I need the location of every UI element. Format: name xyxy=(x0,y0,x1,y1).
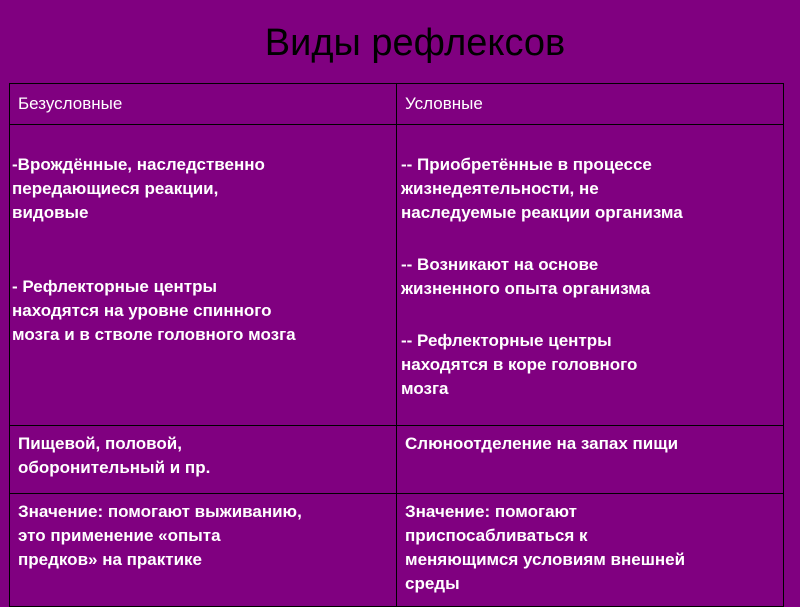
description-cell-conditioned xyxy=(397,125,784,426)
header-conditioned-label: Условные xyxy=(405,94,483,113)
reflex-comparison-table xyxy=(9,83,784,607)
table-header-row xyxy=(10,84,784,125)
table-row-description xyxy=(10,125,784,426)
slide-title: Виды рефлексов xyxy=(264,22,566,64)
significance-cell-unconditioned xyxy=(10,494,397,607)
examples-unconditioned-text: Пищевой, половой, оборонительный и пр. xyxy=(18,434,211,477)
header-cell-unconditioned xyxy=(10,84,397,125)
header-cell-conditioned xyxy=(397,84,784,125)
unconditioned-point-2: - Рефлекторные центры находятся на уровне спинного мозга и в стволе головного мозга xyxy=(12,277,296,344)
examples-cell-conditioned xyxy=(397,426,784,494)
table-row-examples xyxy=(10,426,784,494)
significance-conditioned-text: Значение: помогают приспосабливаться к меняющимся условиям внешней среды xyxy=(405,502,686,593)
description-cell-unconditioned xyxy=(10,125,397,426)
table-row-significance xyxy=(10,494,784,607)
significance-cell-conditioned xyxy=(397,494,784,607)
significance-unconditioned-text: Значение: помогают выживанию, это применение «опыта предков» на практике xyxy=(18,502,302,569)
unconditioned-point-1: -Врождённые, наследственно передающиеся реакции, видовые xyxy=(12,155,265,222)
examples-cell-unconditioned xyxy=(10,426,397,494)
conditioned-point-3: -- Рефлекторные центры находятся в коре головного мозга xyxy=(401,331,638,398)
conditioned-point-2: -- Возникают на основе жизненного опыта организма xyxy=(401,255,651,298)
examples-conditioned-text: Слюноотделение на запах пищи xyxy=(405,434,679,453)
conditioned-point-1: -- Приобретённые в процессе жизнедеятельности, не наследуемые реакции организма xyxy=(401,155,683,222)
header-unconditioned-label: Безусловные xyxy=(18,94,123,113)
